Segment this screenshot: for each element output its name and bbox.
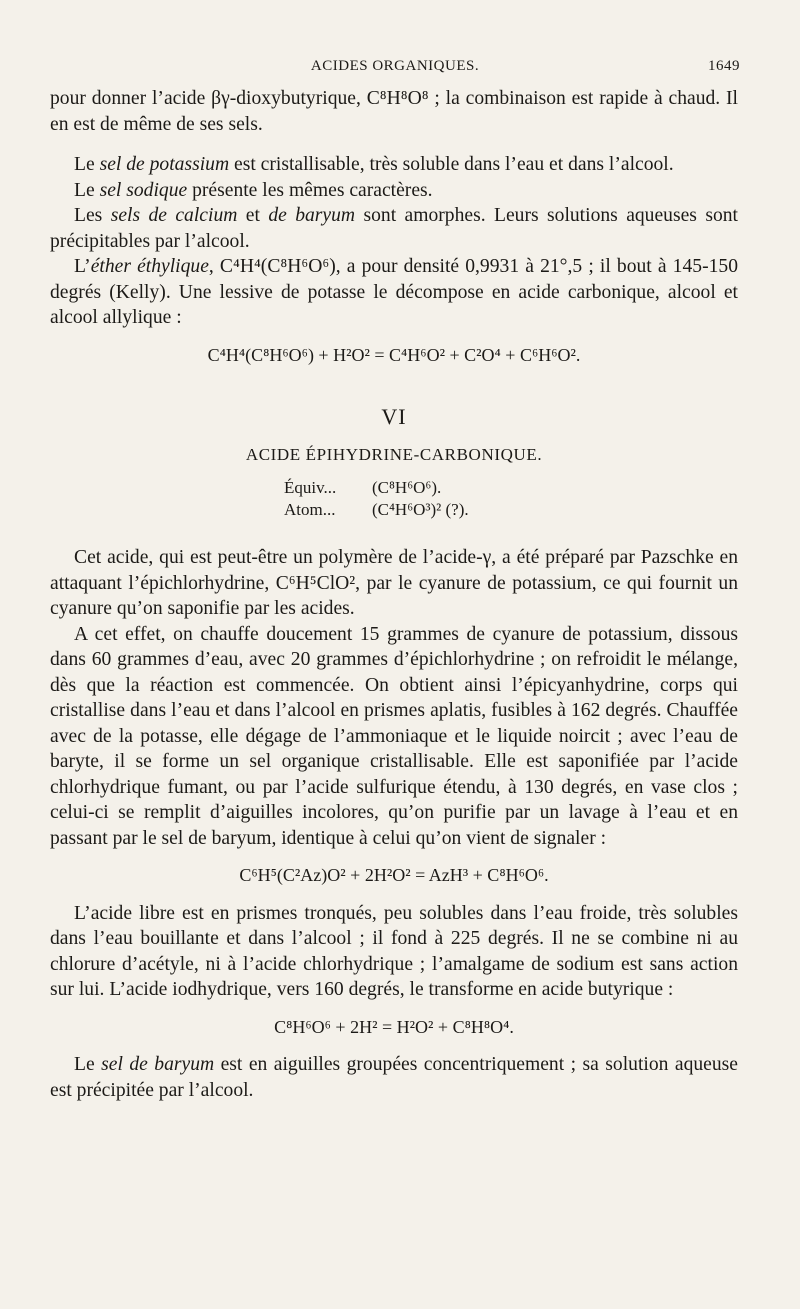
term-calcium-salts: sels de calcium: [110, 205, 238, 226]
formula-saponification: C⁴H⁴(C⁸H⁶O⁶) + H²O² = C⁴H⁶O² + C²O⁴ + C⁶H⁶O².: [207, 344, 581, 365]
term-potassium-salt: sel de potassium: [99, 154, 230, 175]
paragraph-free-acid: L’acide libre est en prismes tronqués, peu solubles dans l’eau froide, très solubles dans l’eau bouillante et dans l’alcool ; il fond à 225 degrés. Il ne se combine ni au chlorure d’acétyle, ni à l’acide chlorhydrique ; l’amalgame de sodium est sans action sur lui. L’acide iodhydrique, vers 160 degrés, le transforme en acide butyrique :: [50, 902, 738, 1000]
term-barium-salts: de baryum: [268, 205, 356, 226]
running-title: ACIDES ORGANIQUES.: [310, 58, 480, 74]
formula-hydrolysis: C⁶H⁵(C²Az)O² + 2H²O² = AzH³ + C⁸H⁶O⁶.: [239, 865, 549, 885]
body-text: [50, 86, 738, 1103]
equiv-label: Équiv...: [284, 478, 337, 497]
paragraph-ethyl-ether: L’éther éthylique, C⁴H⁴(C⁸H⁶O⁶), a pour densité 0,9931 à 21°,5 ; il bout à 145-150 degrés (Kelly). Une lessive de potasse le décompose en acide carbonique, alcool et alcool allylique :: [50, 256, 738, 328]
paragraph-potassium-salt: Le sel de potassium est cristallisable, très soluble dans l’eau et dans l’alcool.: [74, 154, 674, 175]
equiv-formula: (C⁸H⁶O⁶).: [372, 478, 442, 497]
paragraph-barium-salt: Le sel de baryum est en aiguilles groupées concentriquement ; sa solution aqueuse est précipitée par l’alcool.: [50, 1054, 738, 1101]
paragraph-preparation: Cet acide, qui est peut-être un polymère de l’acide-γ, a été préparé par Pazschke en attaquant l’épichlorhydrine, C⁶H⁵ClO², par le cyanure de potassium, ce qui fournit un cyanure qu’on saponifie par les acides.: [50, 547, 738, 619]
atom-label: Atom...: [284, 500, 336, 519]
formula-block: [284, 477, 504, 521]
paragraph-dioxybutyric: pour donner l’acide βγ-dioxybutyrique, C⁸H⁸O⁸ ; la combinaison est rapide à chaud. Il en est de même de ses sels.: [50, 88, 738, 135]
paragraph-procedure: A cet effet, on chauffe doucement 15 grammes de cyanure de potassium, dissous dans 60 grammes d’eau, avec 20 grammes d’épichlorhydrine ; on refroidit le mélange, dès que la réaction est commencée. On obtient ainsi l’épicyanhydrine, corps qui cristallise dans l’eau et dans l’alcool en prismes aplatis, fusibles à 162 degrés. Chauffée avec de la potasse, elle dégage de l’ammoniaque et le liquide noircit ; avec l’eau de baryte, il se forme un sel organique cristallisable. Elle est saponifiée par l’acide chlorhydrique fumant, ou par l’acide sulfurique étendu, à 130 degrés, en vase clos ; celui-ci se remplit d’aiguilles incolores, qu’on purifie par un lavage à l’eau et en passant par le sel de baryum, identique à celui qu’on vient de signaler :: [50, 623, 738, 849]
section-number: VI: [381, 404, 407, 429]
term-ethyl-ether: éther éthylique: [90, 256, 209, 277]
page-number: 1649: [708, 58, 740, 74]
term-barium-salt: sel de baryum: [101, 1054, 215, 1075]
equiv-row: [284, 477, 504, 499]
term-sodium-salt: sel sodique: [99, 179, 188, 201]
formula-reduction: C⁸H⁶O⁶ + 2H² = H²O² + C⁸H⁸O⁴.: [274, 1016, 514, 1037]
atom-row: [284, 499, 504, 521]
section-title: ACIDE ÉPIHYDRINE-CARBONIQUE.: [245, 444, 543, 464]
page-header: [50, 58, 740, 84]
paragraph-sodium-salt: Le sel sodique présente les mêmes caractères.: [74, 179, 433, 201]
paragraph-calcium-barium-salts: Les sels de calcium et de baryum sont amorphes. Leurs solutions aqueuses sont précipitables par l’alcool.: [50, 205, 738, 252]
atom-formula: (C⁴H⁶O³)² (?).: [372, 500, 469, 519]
